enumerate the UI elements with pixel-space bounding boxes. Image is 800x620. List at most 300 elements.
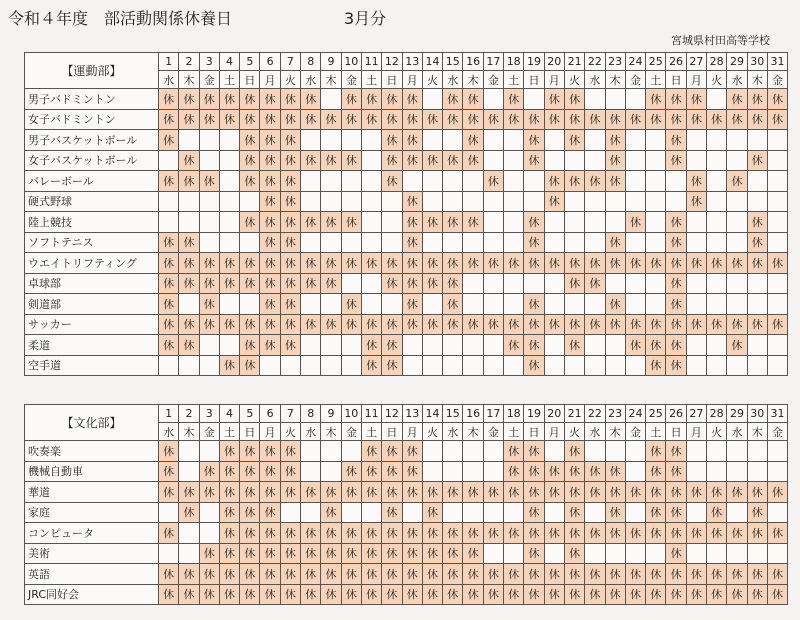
rest-day-cell: 休 bbox=[605, 171, 625, 192]
rest-day-cell: 休 bbox=[646, 441, 666, 462]
day-number: 4 bbox=[219, 405, 239, 423]
weekday-label: 土 bbox=[646, 423, 666, 441]
weekday-label: 日 bbox=[382, 423, 402, 441]
rest-day-cell: 休 bbox=[524, 253, 544, 274]
day-number: 5 bbox=[240, 53, 260, 71]
rest-day-cell: 休 bbox=[382, 253, 402, 274]
schedule-cell bbox=[686, 502, 706, 523]
rest-day-cell: 休 bbox=[341, 109, 361, 130]
day-number: 22 bbox=[585, 405, 605, 423]
rest-day-cell: 休 bbox=[443, 584, 463, 605]
day-number: 17 bbox=[483, 53, 503, 71]
club-name: 華道 bbox=[25, 482, 159, 503]
rest-day-cell: 休 bbox=[504, 523, 524, 544]
schedule-cell bbox=[179, 523, 199, 544]
schedule-cell bbox=[767, 335, 787, 356]
rest-day-cell: 休 bbox=[686, 191, 706, 212]
day-number: 20 bbox=[544, 53, 564, 71]
sports-clubs-table bbox=[24, 52, 788, 376]
schedule-cell bbox=[707, 232, 727, 253]
schedule-cell bbox=[564, 355, 584, 376]
rest-day-cell: 休 bbox=[605, 314, 625, 335]
rest-day-cell: 休 bbox=[301, 89, 321, 110]
day-number: 30 bbox=[747, 405, 767, 423]
schedule-cell bbox=[179, 191, 199, 212]
rest-day-cell: 休 bbox=[382, 502, 402, 523]
schedule-cell bbox=[219, 171, 239, 192]
rest-day-cell: 休 bbox=[219, 89, 239, 110]
schedule-cell bbox=[361, 212, 381, 233]
schedule-cell bbox=[301, 335, 321, 356]
rest-day-cell: 休 bbox=[605, 150, 625, 171]
schedule-cell bbox=[707, 273, 727, 294]
rest-day-cell: 休 bbox=[361, 355, 381, 376]
rest-day-cell: 休 bbox=[240, 543, 260, 564]
rest-day-cell: 休 bbox=[260, 89, 280, 110]
club-name: 空手道 bbox=[25, 355, 159, 376]
schedule-cell bbox=[747, 273, 767, 294]
schedule-cell bbox=[321, 441, 341, 462]
rest-day-cell: 休 bbox=[422, 253, 442, 274]
rest-day-cell: 休 bbox=[361, 441, 381, 462]
weekday-label: 火 bbox=[422, 423, 442, 441]
rest-day-cell: 休 bbox=[179, 482, 199, 503]
rest-day-cell: 休 bbox=[544, 584, 564, 605]
weekday-label: 月 bbox=[260, 71, 280, 89]
day-number: 6 bbox=[260, 405, 280, 423]
day-number: 23 bbox=[605, 53, 625, 71]
schedule-cell bbox=[585, 150, 605, 171]
rest-day-cell: 休 bbox=[463, 523, 483, 544]
schedule-cell bbox=[483, 130, 503, 151]
rest-day-cell: 休 bbox=[422, 150, 442, 171]
rest-day-cell: 休 bbox=[524, 150, 544, 171]
rest-day-cell: 休 bbox=[199, 109, 219, 130]
rest-day-cell: 休 bbox=[382, 171, 402, 192]
rest-day-cell: 休 bbox=[605, 461, 625, 482]
day-number: 7 bbox=[280, 405, 300, 423]
rest-day-cell: 休 bbox=[260, 482, 280, 503]
day-number: 18 bbox=[504, 405, 524, 423]
rest-day-cell: 休 bbox=[361, 461, 381, 482]
schedule-cell bbox=[219, 212, 239, 233]
rest-day-cell: 休 bbox=[747, 253, 767, 274]
schedule-cell bbox=[504, 294, 524, 315]
rest-day-cell: 休 bbox=[240, 150, 260, 171]
schedule-cell bbox=[767, 191, 787, 212]
club-row bbox=[25, 502, 788, 523]
club-row bbox=[25, 335, 788, 356]
schedule-cell bbox=[321, 355, 341, 376]
schedule-cell bbox=[707, 191, 727, 212]
weekday-label: 木 bbox=[179, 71, 199, 89]
schedule-cell bbox=[625, 89, 645, 110]
weekday-label: 日 bbox=[524, 423, 544, 441]
schedule-cell bbox=[463, 171, 483, 192]
schedule-cell bbox=[179, 543, 199, 564]
weekday-label: 日 bbox=[240, 423, 260, 441]
weekday-label: 金 bbox=[767, 423, 787, 441]
day-number: 31 bbox=[767, 405, 787, 423]
rest-day-cell: 休 bbox=[402, 584, 422, 605]
rest-day-cell: 休 bbox=[219, 543, 239, 564]
rest-day-cell: 休 bbox=[504, 564, 524, 585]
schedule-cell bbox=[646, 130, 666, 151]
weekday-label: 水 bbox=[443, 423, 463, 441]
rest-day-cell: 休 bbox=[382, 441, 402, 462]
rest-day-cell: 休 bbox=[463, 130, 483, 151]
rest-day-cell: 休 bbox=[524, 355, 544, 376]
rest-day-cell: 休 bbox=[179, 273, 199, 294]
rest-day-cell: 休 bbox=[605, 109, 625, 130]
day-number: 19 bbox=[524, 405, 544, 423]
weekday-label: 金 bbox=[767, 71, 787, 89]
rest-day-cell: 休 bbox=[382, 335, 402, 356]
rest-day-cell: 休 bbox=[240, 564, 260, 585]
schedule-cell bbox=[504, 212, 524, 233]
weekday-label: 水 bbox=[727, 71, 747, 89]
rest-day-cell: 休 bbox=[605, 502, 625, 523]
rest-day-cell: 休 bbox=[564, 564, 584, 585]
rest-day-cell: 休 bbox=[341, 150, 361, 171]
schedule-cell bbox=[504, 171, 524, 192]
schedule-cell bbox=[402, 335, 422, 356]
schedule-cell bbox=[686, 273, 706, 294]
schedule-cell bbox=[422, 294, 442, 315]
schedule-cell bbox=[625, 273, 645, 294]
rest-day-cell: 休 bbox=[605, 253, 625, 274]
schedule-cell bbox=[159, 355, 179, 376]
rest-day-cell: 休 bbox=[625, 584, 645, 605]
rest-day-cell: 休 bbox=[402, 564, 422, 585]
schedule-cell bbox=[686, 150, 706, 171]
rest-day-cell: 休 bbox=[605, 584, 625, 605]
rest-day-cell: 休 bbox=[402, 543, 422, 564]
schedule-cell bbox=[504, 191, 524, 212]
weekday-label: 月 bbox=[544, 423, 564, 441]
rest-day-cell: 休 bbox=[382, 523, 402, 544]
rest-day-cell: 休 bbox=[159, 109, 179, 130]
club-name: 卓球部 bbox=[25, 273, 159, 294]
rest-day-cell: 休 bbox=[585, 482, 605, 503]
rest-day-cell: 休 bbox=[179, 335, 199, 356]
rest-day-cell: 休 bbox=[301, 212, 321, 233]
schedule-cell bbox=[179, 130, 199, 151]
day-number: 27 bbox=[686, 405, 706, 423]
schedule-cell bbox=[321, 191, 341, 212]
schedule-cell bbox=[767, 355, 787, 376]
rest-day-cell: 休 bbox=[361, 89, 381, 110]
day-number: 12 bbox=[382, 405, 402, 423]
rest-day-cell: 休 bbox=[260, 130, 280, 151]
rest-day-cell: 休 bbox=[727, 335, 747, 356]
schedule-cell bbox=[341, 273, 361, 294]
schedule-cell bbox=[605, 212, 625, 233]
weekday-label: 月 bbox=[260, 423, 280, 441]
rest-day-cell: 休 bbox=[463, 543, 483, 564]
schedule-cell bbox=[321, 232, 341, 253]
rest-day-cell: 休 bbox=[585, 564, 605, 585]
schedule-cell bbox=[585, 232, 605, 253]
rest-day-cell: 休 bbox=[585, 109, 605, 130]
rest-day-cell: 休 bbox=[646, 564, 666, 585]
rest-day-cell: 休 bbox=[463, 150, 483, 171]
club-row bbox=[25, 212, 788, 233]
schedule-cell bbox=[767, 502, 787, 523]
club-row bbox=[25, 232, 788, 253]
schedule-cell bbox=[341, 441, 361, 462]
schedule-cell bbox=[361, 171, 381, 192]
rest-day-cell: 休 bbox=[666, 273, 686, 294]
rest-day-cell: 休 bbox=[747, 523, 767, 544]
schedule-cell bbox=[544, 212, 564, 233]
club-row bbox=[25, 564, 788, 585]
schedule-cell bbox=[686, 543, 706, 564]
rest-day-cell: 休 bbox=[727, 314, 747, 335]
day-number: 26 bbox=[666, 405, 686, 423]
weekday-label: 木 bbox=[605, 423, 625, 441]
rest-day-cell: 休 bbox=[524, 232, 544, 253]
rest-day-cell: 休 bbox=[402, 150, 422, 171]
weekday-label: 日 bbox=[240, 71, 260, 89]
schedule-cell bbox=[625, 441, 645, 462]
day-number: 8 bbox=[301, 53, 321, 71]
rest-day-cell: 休 bbox=[382, 150, 402, 171]
rest-day-cell: 休 bbox=[564, 461, 584, 482]
rest-day-cell: 休 bbox=[301, 564, 321, 585]
rest-day-cell: 休 bbox=[443, 273, 463, 294]
schedule-cell bbox=[707, 212, 727, 233]
schedule-cell bbox=[321, 294, 341, 315]
rest-day-cell: 休 bbox=[382, 584, 402, 605]
rest-day-cell: 休 bbox=[260, 441, 280, 462]
schedule-cell bbox=[219, 294, 239, 315]
rest-day-cell: 休 bbox=[504, 482, 524, 503]
rest-day-cell: 休 bbox=[524, 212, 544, 233]
schedule-cell bbox=[199, 502, 219, 523]
rest-day-cell: 休 bbox=[524, 543, 544, 564]
weekday-label: 水 bbox=[585, 423, 605, 441]
schedule-cell bbox=[504, 150, 524, 171]
rest-day-cell: 休 bbox=[240, 355, 260, 376]
rest-day-cell: 休 bbox=[179, 109, 199, 130]
rest-day-cell: 休 bbox=[240, 441, 260, 462]
schedule-cell bbox=[707, 150, 727, 171]
schedule-cell bbox=[747, 461, 767, 482]
schedule-cell bbox=[686, 130, 706, 151]
rest-day-cell: 休 bbox=[686, 171, 706, 192]
rest-day-cell: 休 bbox=[666, 523, 686, 544]
rest-day-cell: 休 bbox=[483, 584, 503, 605]
rest-day-cell: 休 bbox=[625, 314, 645, 335]
rest-day-cell: 休 bbox=[179, 502, 199, 523]
rest-day-cell: 休 bbox=[707, 109, 727, 130]
rest-day-cell: 休 bbox=[260, 232, 280, 253]
rest-day-cell: 休 bbox=[585, 171, 605, 192]
day-number: 21 bbox=[564, 405, 584, 423]
rest-day-cell: 休 bbox=[727, 523, 747, 544]
rest-day-cell: 休 bbox=[605, 564, 625, 585]
weekday-label: 金 bbox=[483, 71, 503, 89]
schedule-cell bbox=[159, 543, 179, 564]
club-name: 女子バスケットボール bbox=[25, 150, 159, 171]
rest-day-cell: 休 bbox=[422, 314, 442, 335]
schedule-cell bbox=[727, 150, 747, 171]
schedule-cell bbox=[747, 130, 767, 151]
schedule-cell bbox=[727, 543, 747, 564]
rest-day-cell: 休 bbox=[240, 171, 260, 192]
rest-day-cell: 休 bbox=[280, 253, 300, 274]
rest-day-cell: 休 bbox=[646, 502, 666, 523]
rest-day-cell: 休 bbox=[544, 314, 564, 335]
schedule-cell bbox=[625, 191, 645, 212]
rest-day-cell: 休 bbox=[666, 543, 686, 564]
rest-day-cell: 休 bbox=[361, 584, 381, 605]
day-number: 25 bbox=[646, 405, 666, 423]
weekday-label: 金 bbox=[341, 423, 361, 441]
rest-day-cell: 休 bbox=[382, 89, 402, 110]
rest-day-cell: 休 bbox=[361, 543, 381, 564]
rest-day-cell: 休 bbox=[240, 109, 260, 130]
schedule-cell bbox=[219, 232, 239, 253]
schedule-cell bbox=[301, 355, 321, 376]
day-number: 16 bbox=[463, 405, 483, 423]
schedule-cell bbox=[504, 543, 524, 564]
schedule-cell bbox=[747, 335, 767, 356]
schedule-cell bbox=[240, 232, 260, 253]
schedule-cell bbox=[544, 294, 564, 315]
day-number: 1 bbox=[159, 53, 179, 71]
schedule-cell bbox=[727, 232, 747, 253]
schedule-cell bbox=[422, 130, 442, 151]
month-label: 3月分 bbox=[344, 9, 387, 28]
schedule-cell bbox=[544, 232, 564, 253]
rest-day-cell: 休 bbox=[625, 212, 645, 233]
rest-day-cell: 休 bbox=[179, 564, 199, 585]
rest-day-cell: 休 bbox=[666, 314, 686, 335]
rest-day-cell: 休 bbox=[280, 232, 300, 253]
schedule-cell bbox=[707, 543, 727, 564]
schedule-cell bbox=[199, 150, 219, 171]
schedule-cell bbox=[341, 335, 361, 356]
rest-day-cell: 休 bbox=[280, 130, 300, 151]
rest-day-cell: 休 bbox=[321, 482, 341, 503]
day-number: 2 bbox=[179, 405, 199, 423]
rest-day-cell: 休 bbox=[361, 314, 381, 335]
rest-day-cell: 休 bbox=[199, 314, 219, 335]
weekday-label: 木 bbox=[747, 71, 767, 89]
rest-day-cell: 休 bbox=[240, 335, 260, 356]
rest-day-cell: 休 bbox=[341, 212, 361, 233]
schedule-cell bbox=[402, 171, 422, 192]
club-row bbox=[25, 191, 788, 212]
schedule-cell bbox=[301, 191, 321, 212]
rest-day-cell: 休 bbox=[280, 461, 300, 482]
weekday-label: 月 bbox=[686, 423, 706, 441]
rest-day-cell: 休 bbox=[219, 461, 239, 482]
schedule-cell bbox=[422, 171, 442, 192]
schedule-cell bbox=[301, 441, 321, 462]
schedule-cell bbox=[341, 171, 361, 192]
schedule-cell bbox=[767, 461, 787, 482]
weekday-label: 木 bbox=[179, 423, 199, 441]
schedule-cell bbox=[463, 502, 483, 523]
rest-day-cell: 休 bbox=[361, 109, 381, 130]
schedule-cell bbox=[727, 502, 747, 523]
rest-day-cell: 休 bbox=[422, 523, 442, 544]
schedule-cell bbox=[544, 335, 564, 356]
rest-day-cell: 休 bbox=[747, 150, 767, 171]
rest-day-cell: 休 bbox=[280, 294, 300, 315]
rest-day-cell: 休 bbox=[646, 482, 666, 503]
schedule-cell bbox=[605, 543, 625, 564]
schedule-cell bbox=[767, 171, 787, 192]
rest-day-cell: 休 bbox=[666, 441, 686, 462]
schedule-cell bbox=[463, 232, 483, 253]
club-row bbox=[25, 294, 788, 315]
rest-day-cell: 休 bbox=[219, 314, 239, 335]
rest-day-cell: 休 bbox=[422, 564, 442, 585]
rest-day-cell: 休 bbox=[219, 109, 239, 130]
rest-day-cell: 休 bbox=[159, 294, 179, 315]
schedule-cell bbox=[605, 335, 625, 356]
club-name: 機械自動車 bbox=[25, 461, 159, 482]
rest-day-cell: 休 bbox=[321, 150, 341, 171]
schedule-cell bbox=[382, 191, 402, 212]
rest-day-cell: 休 bbox=[727, 171, 747, 192]
rest-day-cell: 休 bbox=[301, 273, 321, 294]
day-number: 30 bbox=[747, 53, 767, 71]
schedule-cell bbox=[443, 232, 463, 253]
rest-day-cell: 休 bbox=[564, 441, 584, 462]
schedule-cell bbox=[483, 355, 503, 376]
rest-day-cell: 休 bbox=[260, 461, 280, 482]
schedule-cell bbox=[199, 191, 219, 212]
schedule-cell bbox=[727, 130, 747, 151]
rest-day-cell: 休 bbox=[382, 461, 402, 482]
rest-day-cell: 休 bbox=[159, 461, 179, 482]
rest-day-cell: 休 bbox=[625, 109, 645, 130]
rest-day-cell: 休 bbox=[402, 441, 422, 462]
rest-day-cell: 休 bbox=[179, 253, 199, 274]
schedule-cell bbox=[422, 461, 442, 482]
club-name: サッカー bbox=[25, 314, 159, 335]
schedule-cell bbox=[727, 461, 747, 482]
rest-day-cell: 休 bbox=[686, 253, 706, 274]
rest-day-cell: 休 bbox=[443, 109, 463, 130]
weekday-label: 木 bbox=[321, 71, 341, 89]
weekday-label: 木 bbox=[463, 71, 483, 89]
rest-day-cell: 休 bbox=[422, 212, 442, 233]
rest-day-cell: 休 bbox=[159, 482, 179, 503]
rest-day-cell: 休 bbox=[483, 564, 503, 585]
club-row bbox=[25, 171, 788, 192]
weekday-label: 土 bbox=[361, 423, 381, 441]
schedule-cell bbox=[443, 355, 463, 376]
rest-day-cell: 休 bbox=[666, 502, 686, 523]
rest-day-cell: 休 bbox=[321, 212, 341, 233]
rest-day-cell: 休 bbox=[301, 109, 321, 130]
rest-day-cell: 休 bbox=[504, 89, 524, 110]
rest-day-cell: 休 bbox=[666, 564, 686, 585]
club-row bbox=[25, 461, 788, 482]
rest-day-cell: 休 bbox=[341, 564, 361, 585]
schedule-cell bbox=[686, 294, 706, 315]
weekday-label: 土 bbox=[219, 423, 239, 441]
schedule-cell bbox=[767, 273, 787, 294]
club-row bbox=[25, 543, 788, 564]
day-number: 14 bbox=[422, 53, 442, 71]
